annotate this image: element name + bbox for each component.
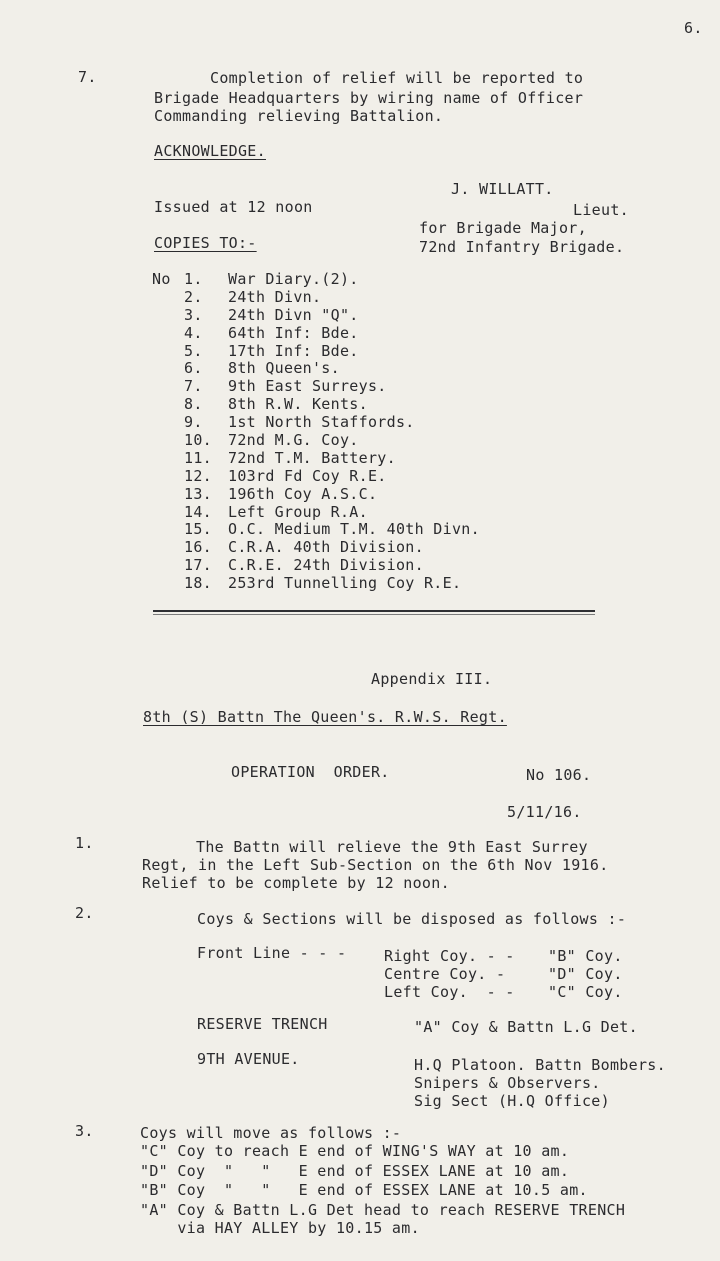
para1-line-3: Relief to be complete by 12 noon. [142, 874, 450, 892]
avenue-line-1: H.Q Platoon. Battn Bombers. [414, 1056, 666, 1074]
copies-list [152, 271, 480, 593]
signature-name: J. WILLATT. [451, 180, 554, 198]
para7-line-1: Completion of relief will be reported to [210, 69, 584, 87]
para1-line-1: The Battn will relieve the 9th East Surrey [196, 838, 588, 856]
signature-brigade: 72nd Infantry Brigade. [419, 238, 625, 256]
order-date: 5/11/16. [507, 803, 582, 821]
avenue-line-2: Snipers & Observers. [414, 1074, 601, 1092]
front-line-coy-1: "B" Coy. [548, 947, 623, 965]
list-item: 4. 64th Inf: Bde. [184, 323, 359, 342]
separator-rule [153, 610, 595, 612]
para3-line-2: "C" Coy to reach E end of WING'S WAY at 10 am. [140, 1142, 570, 1160]
para2-number: 2. [75, 904, 94, 922]
para3-line-1: Coys will move as follows :- [140, 1124, 402, 1142]
list-item: 6. 8th Queen's. [184, 359, 340, 378]
list-item: 7. 9th East Surreys. [184, 377, 387, 396]
front-line-coy-3: "C" Coy. [548, 983, 623, 1001]
list-item: 15. O.C. Medium T.M. 40th Divn. [184, 520, 480, 539]
front-line-label: Front Line - - - [197, 944, 347, 962]
para3-line-5: "A" Coy & Battn L.G Det head to reach RESERVE TRENCH [140, 1201, 626, 1219]
list-item: 12. 103rd Fd Coy R.E. [184, 466, 387, 485]
list-item: 13. 196th Coy A.S.C. [184, 484, 378, 503]
acknowledge-heading: ACKNOWLEDGE. [154, 142, 266, 160]
para3-number: 3. [75, 1122, 94, 1140]
front-line-coy-2: "D" Coy. [548, 965, 623, 983]
page-number: 6. [684, 19, 703, 37]
list-item: 17. C.R.E. 24th Division. [184, 556, 424, 575]
list-item: 2. 24th Divn. [184, 287, 322, 306]
separator-rule-double [153, 614, 595, 615]
issued-time: Issued at 12 noon [154, 198, 313, 216]
appendix-title: Appendix III. [371, 670, 493, 688]
para3-line-4: "B" Coy " " E end of ESSEX LANE at 10.5 am. [140, 1181, 588, 1199]
para7-number: 7. [78, 68, 97, 86]
para2-intro: Coys & Sections will be disposed as follows :- [197, 910, 627, 928]
list-item: 11. 72nd T.M. Battery. [184, 448, 396, 467]
para1-line-2: Regt, in the Left Sub-Section on the 6th Nov 1916. [142, 856, 609, 874]
list-item: 18. 253rd Tunnelling Coy R.E. [184, 574, 462, 593]
list-item: 10. 72nd M.G. Coy. [184, 431, 359, 450]
copies-heading: COPIES TO:- [154, 234, 257, 252]
order-number: No 106. [526, 766, 592, 784]
reserve-trench-value: "A" Coy & Battn L.G Det. [414, 1018, 638, 1036]
para7-line-3: Commanding relieving Battalion. [154, 107, 444, 125]
list-item: 8. 8th R.W. Kents. [184, 395, 368, 414]
list-item: 3. 24th Divn "Q". [184, 305, 359, 324]
list-item: 16. C.R.A. 40th Division. [184, 538, 424, 557]
front-line-pos-3: Left Coy. - - [384, 983, 515, 1001]
copies-prefix: No [152, 270, 171, 288]
signature-rank: Lieut. [573, 201, 629, 219]
list-item: 5. 17th Inf: Bde. [184, 341, 359, 360]
reserve-trench-label: RESERVE TRENCH [197, 1015, 328, 1033]
signature-for: for Brigade Major, [419, 219, 587, 237]
operation-order-title: OPERATION ORDER. [231, 763, 390, 781]
battalion-title: 8th (S) Battn The Queen's. R.W.S. Regt. [143, 708, 507, 726]
para3-line-3: "D" Coy " " E end of ESSEX LANE at 10 am. [140, 1162, 570, 1180]
front-line-pos-1: Right Coy. - - [384, 947, 515, 965]
para1-number: 1. [75, 834, 94, 852]
list-item: No 1. War Diary.(2). [152, 270, 359, 288]
list-item: 14. Left Group R.A. [184, 502, 368, 521]
avenue-label: 9TH AVENUE. [197, 1050, 300, 1068]
front-line-pos-2: Centre Coy. - [384, 965, 506, 983]
para7-line-2: Brigade Headquarters by wiring name of Officer [154, 89, 584, 107]
para3-line-6: via HAY ALLEY by 10.15 am. [140, 1219, 420, 1237]
list-item: 9. 1st North Staffords. [184, 413, 415, 432]
avenue-line-3: Sig Sect (H.Q Office) [414, 1092, 610, 1110]
